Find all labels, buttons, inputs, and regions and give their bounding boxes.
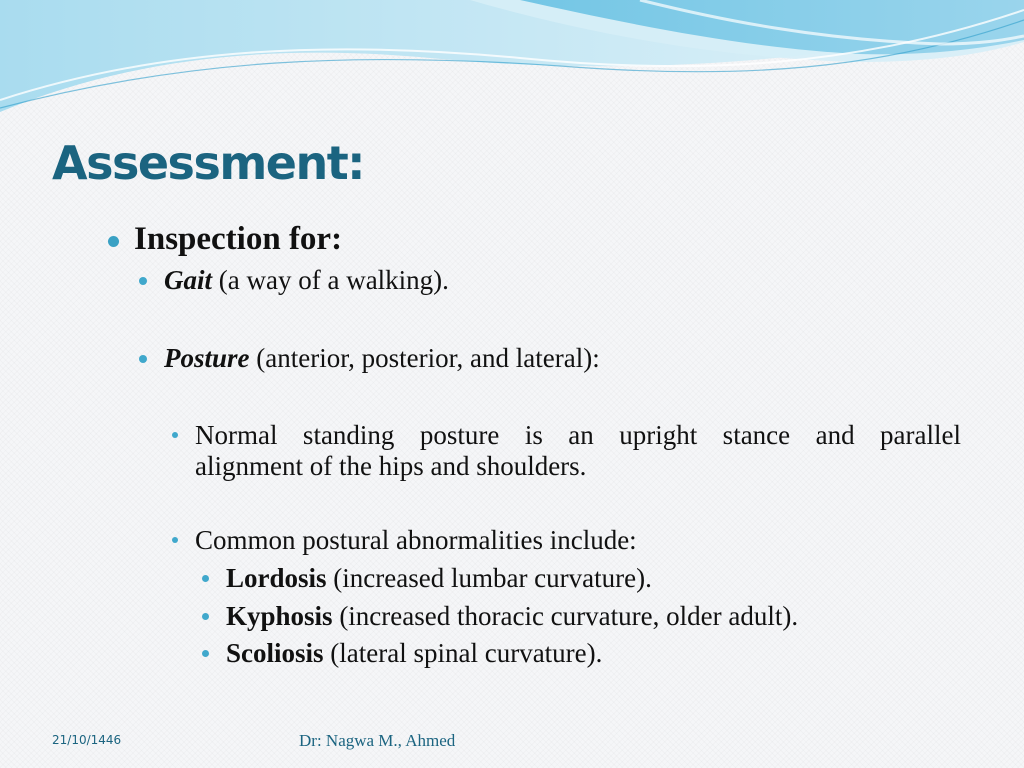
bullet-dot-icon: [108, 236, 119, 247]
header-wave-decoration: [0, 0, 1024, 120]
kyphosis-term: Kyphosis: [226, 601, 333, 631]
bullet-inspection: [134, 220, 342, 260]
bullet-dot-icon: [202, 650, 209, 657]
kyphosis-description: (increased thoracic curvature, older adult).: [332, 601, 799, 631]
bullet-dot-icon: [139, 355, 147, 363]
bullet-kyphosis: [226, 600, 798, 632]
bullet-scoliosis: [226, 637, 602, 669]
bullet-normal-posture: [195, 420, 961, 482]
bullet-dot-icon: [172, 537, 178, 543]
posture-description: (anterior, posterior, and lateral):: [249, 343, 600, 373]
bullet-dot-icon: [202, 613, 209, 620]
gait-description: (a way of a walking).: [212, 265, 449, 295]
normal-posture-line-2: alignment of the hips and shoulders.: [195, 451, 587, 481]
scoliosis-description: (lateral spinal curvature).: [323, 638, 603, 668]
inspection-heading: Inspection for:: [134, 221, 343, 257]
lordosis-description: (increased lumbar curvature).: [326, 563, 652, 593]
footer-date: 21/10/1446: [52, 733, 122, 747]
slide-title: Assessment:: [52, 136, 365, 190]
footer-author: Dr: Nagwa M., Ahmed: [299, 731, 456, 750]
posture-term: Posture: [164, 343, 250, 373]
bullet-gait: [164, 264, 449, 296]
bullet-lordosis: [226, 562, 652, 594]
bullet-dot-icon: [172, 432, 178, 438]
normal-posture-line-1: Normal standing posture is an upright stance and parallel: [195, 420, 961, 450]
bullet-dot-icon: [202, 575, 209, 582]
bullet-abnormalities-intro: [195, 525, 961, 556]
bullet-posture: [164, 342, 600, 374]
gait-term: Gait: [164, 265, 213, 295]
abnormalities-intro-text: Common postural abnormalities include:: [195, 525, 637, 555]
lordosis-term: Lordosis: [226, 563, 327, 593]
bullet-dot-icon: [139, 277, 147, 285]
scoliosis-term: Scoliosis: [226, 638, 324, 668]
